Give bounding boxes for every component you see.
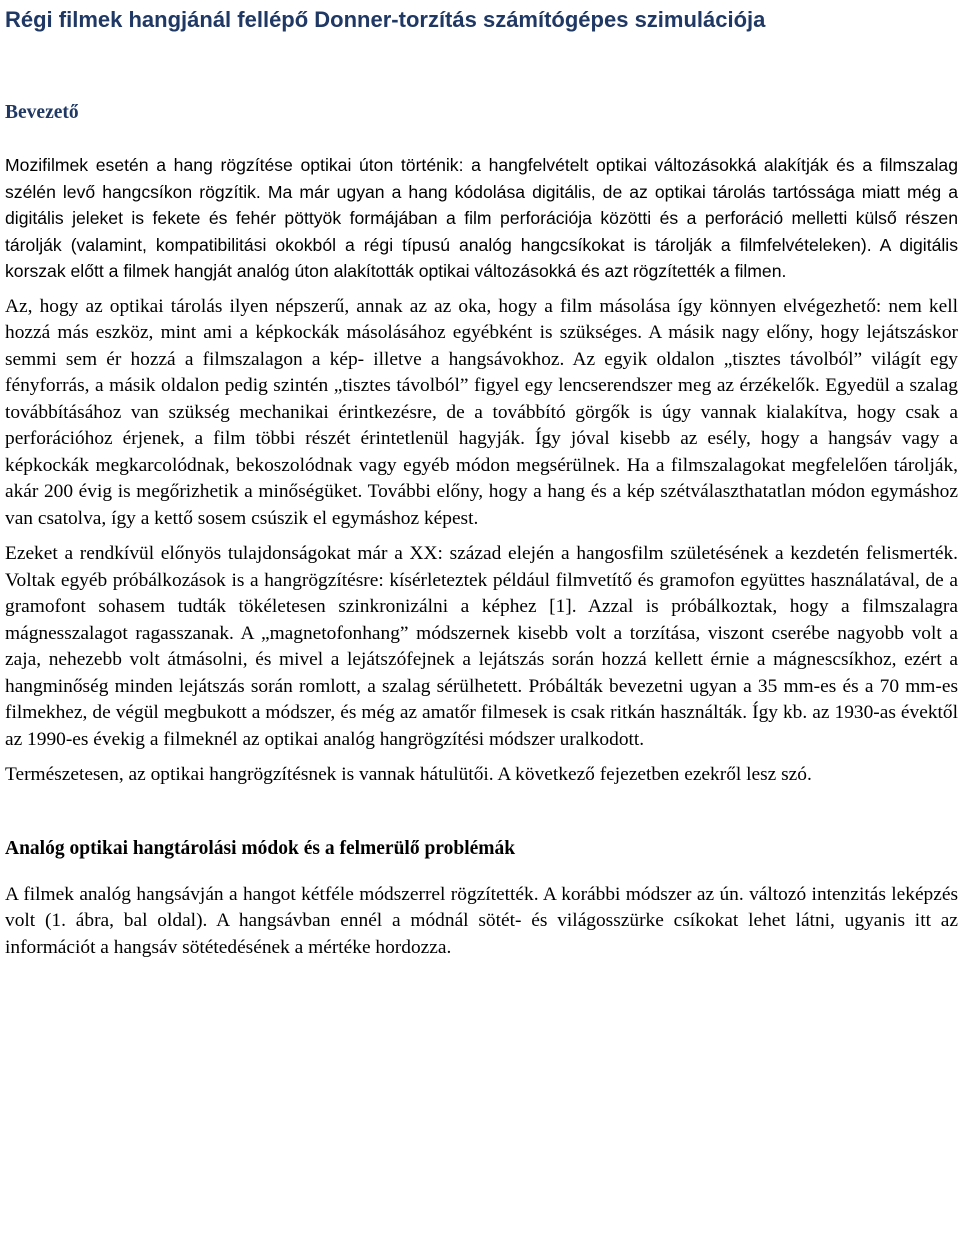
paragraph-intro-1: Mozifilmek esetén a hang rögzítése optikai úton történik: a hangfelvételt optikai változásokká alakítják és a filmszalag szélén levő hangcsíkon rögzítik. Ma már ugyan a hang kódolása digitális, de az optikai tárolás tartóssága miatt még a digitális jeleket is fekete és fehér pöttyök formájában a film perforációja közötti és a perforáció melletti külső részen tárolják (valamint, kompatibilitási okokból a régi típusú analóg hangcsíkokat is tárolják a filmfelvételeken). A digitális korszak előtt a filmek hangját analóg úton alakították optikai változásokká és azt rögzítették a filmen. bbox=[5, 155, 958, 281]
section-heading-intro: Bevezető bbox=[5, 102, 79, 123]
paragraph-analog-1: A filmek analóg hangsávján a hangot kétféle módszerrel rögzítették. A korábbi módszer az ún. változó intenzitás leképzés volt (1. ábra, bal oldal). A hangsávban ennél a módnál sötét- és világosszürke csíkokat lehet látni, ugyanis itt az információt a hangsáv sötétedésének a mértéke hordozza. bbox=[5, 883, 958, 958]
paragraph-intro-4: Természetesen, az optikai hangrögzítésnek is vannak hátulütői. A következő fejezetben ezekről lesz szó. bbox=[5, 764, 812, 785]
section-heading-analog: Analóg optikai hangtárolási módok és a felmerülő problémák bbox=[5, 837, 516, 859]
document-page bbox=[5, 0, 958, 961]
document-title: Régi filmek hangjánál fellépő Donner-torzítás számítógépes szimulációja bbox=[5, 7, 766, 32]
paragraph-intro-3: Ezeket a rendkívül előnyös tulajdonságokat már a XX: század elején a hangosfilm születésének a kezdetén felismerték. Voltak egyéb próbálkozások is a hangrögzítésre: kísérleteztek például filmvetítő és gramofon együttes használatával, de a gramofont sohasem tudták tökéletesen szinkronizálni a képhez [1]. Azzal is próbálkoztak, hogy a filmszalagra mágnesszalagot ragasszanak. A „magnetofonhang” módszernek kisebb volt a torzítása, viszont cserébe nagyobb volt a zaja, nehezebb volt átmásolni, és mivel a lejátszófejnek a lejátszás során hozzá kellett érnie a mágnescsíkhoz, ezért a hangminőség minden lejátszás során romlott, a szalag sérülhetett. Próbálták bevezetni ugyan a 35 mm-es és a 70 mm-es filmekhez, de végül megbukott a módszer, és még az amatőr filmesek is csak ritkán használták. Így kb. az 1930-as évektől az 1990-es évekig a filmeknél az optikai analóg hangrögzítési módszer uralkodott. bbox=[5, 543, 958, 750]
paragraph-intro-2: Az, hogy az optikai tárolás ilyen népszerű, annak az az oka, hogy a film másolása így könnyen elvégezhető: nem kell hozzá más eszköz, mint ami a képkockák másolásához egyébként is szükséges. A másik nagy előny, hogy lejátszáskor semmi sem ér hozzá a filmszalagon a kép- illetve a hangsávokhoz. Az egyik oldalon „tisztes távolból” világít egy fényforrás, a másik oldalon pedig szintén „tisztes távolból” figyel egy lencserendszer meg az érzékelők. Egyedül a szalag továbbításához van szükség mechanikai érintkezésre, de a továbbító görgők is úgy vannak kialakítva, hogy csak a perforációhoz érjenek, a film többi részét érintetlenül hagyják. Így jóval kisebb az esély, hogy a hangsáv vagy a képkockák megkarcolódnak, bekoszolódnak vagy egyéb módon megsérülnek. Ha a filmszalagokat megfelelően tárolják, akár 200 évig is megőrizhetik a minőségüket. További előny, hogy a hang és a kép szétválaszthatatlan módon egymáshoz van csatolva, így a kettő sosem csúszik el egymáshoz képest. bbox=[5, 295, 958, 529]
